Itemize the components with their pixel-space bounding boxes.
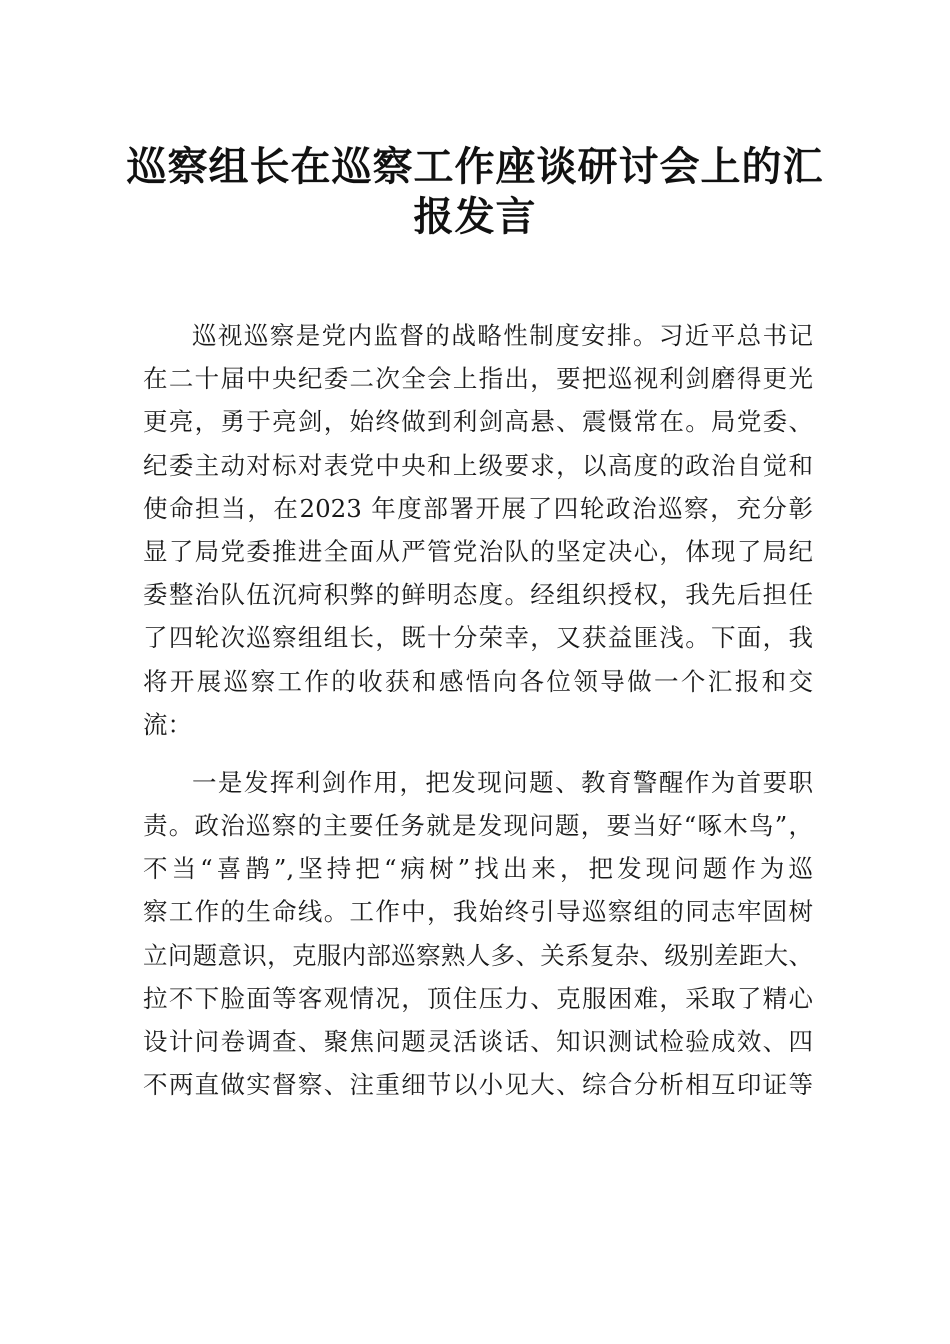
- text-line: 责。政治巡察的主要任务就是发现问题，要当好“啄木鸟”，: [143, 811, 813, 841]
- title-line: 报发言: [413, 194, 537, 240]
- text-line: 将开展巡察工作的收获和感悟向各位领导做一个汇报和交: [143, 666, 813, 696]
- text-line: 纪委主动对标对表党中央和上级要求，以高度的政治自觉和: [143, 450, 813, 480]
- paragraph-1: [143, 314, 813, 746]
- text-line: 设计问卷调查、聚焦问题灵活谈话、知识测试检验成效、四: [143, 1027, 813, 1056]
- text-line: 不两直做实督察、注重细节以小见大、综合分析相互印证等: [143, 1070, 813, 1100]
- text-line: 使命担当，在2023 年度部署开展了四轮政治巡察，充分彰: [143, 493, 813, 523]
- paragraph-gap: [143, 746, 813, 761]
- text-line: 立问题意识，克服内部巡察熟人多、关系复杂、级别差距大、: [143, 940, 813, 970]
- text-line: 巡视巡察是党内监督的战略性制度安排。习近平总书记: [192, 321, 813, 350]
- text-line: 不当“喜鹊”,坚持把“病树”找出来，把发现问题作为巡: [143, 854, 813, 884]
- paragraph-2: [143, 761, 813, 1107]
- text-line: 拉不下脸面等客观情况，顶住压力、克服困难，采取了精心: [143, 983, 813, 1013]
- text-line: 流：: [143, 709, 192, 739]
- text-line: 显了局党委推进全面从严管党治队的坚定决心，体现了局纪: [143, 536, 813, 566]
- text-line: 委整治队伍沉疴积弊的鲜明态度。经组织授权，我先后担任: [143, 580, 813, 610]
- text-line: 了四轮次巡察组组长，既十分荣幸，又获益匪浅。下面，我: [143, 623, 813, 653]
- title-line: 巡察组长在巡察工作座谈研讨会上的汇: [126, 144, 824, 190]
- document-title: [100, 142, 850, 242]
- text-line: 更亮，勇于亮剑，始终做到利剑高悬、震慑常在。局党委、: [143, 407, 813, 437]
- document-body: [143, 314, 813, 1106]
- text-line: 察工作的生命线。工作中，我始终引导巡察组的同志牢固树: [143, 897, 813, 927]
- text-line: 一是发挥利剑作用，把发现问题、教育警醒作为首要职: [192, 767, 813, 797]
- text-line: 在二十届中央纪委二次全会上指出，要把巡视利剑磨得更光: [143, 364, 813, 394]
